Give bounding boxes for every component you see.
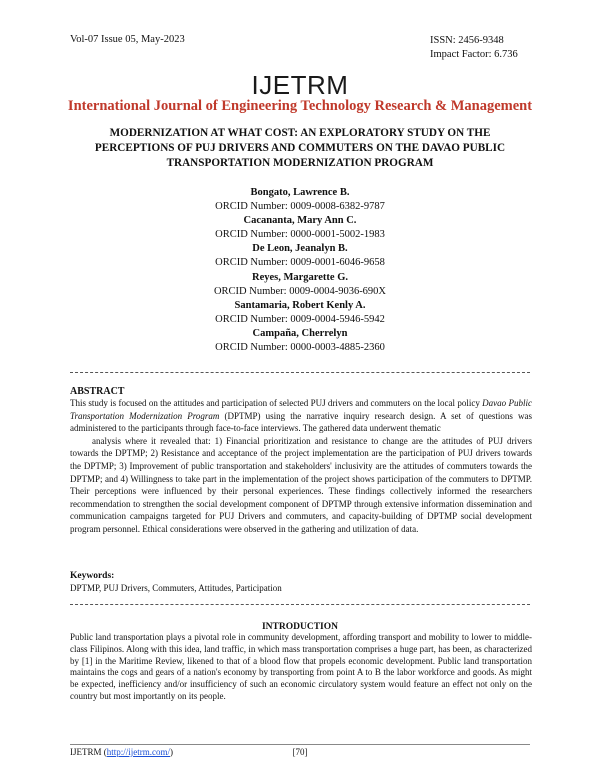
footer-journal-link[interactable]: http://ijetrm.com/ [106,747,170,757]
header-issn: ISSN: 2456-9348 [430,35,504,46]
keywords-list: DPTMP, PUJ Drivers, Commuters, Attitudes, Participation [70,583,282,593]
header-volume: Vol-07 Issue 05, May-2023 [70,34,185,45]
author-name: Cacananta, Mary Ann C. [243,215,357,227]
author-orcid: ORCID Number: 0009-0004-9036-690X [213,285,387,297]
author-name: De Leon, Jeanalyn B. [252,243,348,255]
section-divider [70,604,530,605]
journal-logo: IJETRM [251,70,349,100]
abstract-text: (DPTMP) using the narrative inquiry research design. A set of questions was administered to the participants through face-to-face interviews. The gathered data underwent thematic [70,410,533,434]
author-orcid: ORCID Number: 0000-0001-5002-1983 [215,229,385,241]
author-orcid: ORCID Number: 0009-0004-5946-5942 [215,313,385,325]
introduction-body: Public land transportation plays a pivotal role in community development, affording transport and mobility to lower to middle-class Filipinos. Along with this idea, land traffic, in which mass transportation comprises a huge part, has been, as characterized by [1] in the Maritime Review, likened to that of a blood flow that propels economic development. Public land transportation maintains the cogs and gears of a nation's economy by transporting from point A to B the labor workforce and goods. As might be expected, inefficiency and/or insufficiency of such an economic circulatory system would feature an effect not only on the country but most importantly on its people. [70,632,532,701]
header-impact-factor: Impact Factor: 6.736 [430,49,518,60]
abstract-paragraph-1 [70,397,532,435]
author-orcid: ORCID Number: 0009-0001-6046-9658 [215,257,385,269]
keywords-heading: Keywords: [70,571,115,581]
abstract-heading: ABSTRACT [70,386,125,397]
author-name: Campaña, Cherrelyn [252,327,348,339]
journal-name: International Journal of Engineering Technology Research & Management [67,98,533,114]
abstract-text: This study is focused on the attitudes and participation of selected PUJ drivers and commuters on the local policy [70,398,483,408]
author-list [0,186,600,355]
author-name: Santamaria, Robert Kenly A. [234,299,366,311]
author-name: Reyes, Margarette G. [251,271,348,283]
author-name: Bongato, Lawrence B. [250,187,350,198]
header-issn-block [430,34,518,62]
abstract-paragraph-2: analysis where it revealed that: 1) Financial prioritization and resistance to change are the attitudes of PUJ drivers towards the DPTMP; 2) Resistance and acceptance of the project implementation are the participation of PUJ drivers towards the DPTMP; 3) Improvement of public transportation and stakeholders' inclusivity are the attitudes of commuters towards the DPTMP; and 4) Willingness to take part in the implementation of the project shows participation of the commuters to DPTMP. Their perceptions were influenced by their personal experiences. These findings collectively informed the researchers recommendation to strengthen the social development component of DPTMP through extensive information dissemination and communication campaigns targeted for PUJ Drivers and commuters, and capacity-building of DPTMP social development program personnel. Ethical considerations were observed in the gathering and utilization of data. [70,435,532,534]
paper-title: MODERNIZATION AT WHAT COST: AN EXPLORATORY STUDY ON THE PERCEPTIONS OF PUJ DRIVERS AND COMMUTERS ON THE DAVAO PUBLIC TRANSPORTATION MODERNIZATION PROGRAM [94,127,506,169]
abstract-policy-name: Davao Public Transportation Modernization Program [70,398,532,421]
footer-divider [70,744,530,745]
footer-journal-label: IJETRM ( [70,747,107,757]
author-orcid: ORCID Number: 0000-0003-4885-2360 [215,342,385,354]
abstract-body [70,397,532,536]
page-number: [70] [292,747,308,757]
author-orcid: ORCID Number: 0009-0008-6382-9787 [215,201,385,213]
footer-journal-close: ) [170,747,173,757]
section-divider [70,372,530,373]
introduction-heading: INTRODUCTION [261,622,338,632]
